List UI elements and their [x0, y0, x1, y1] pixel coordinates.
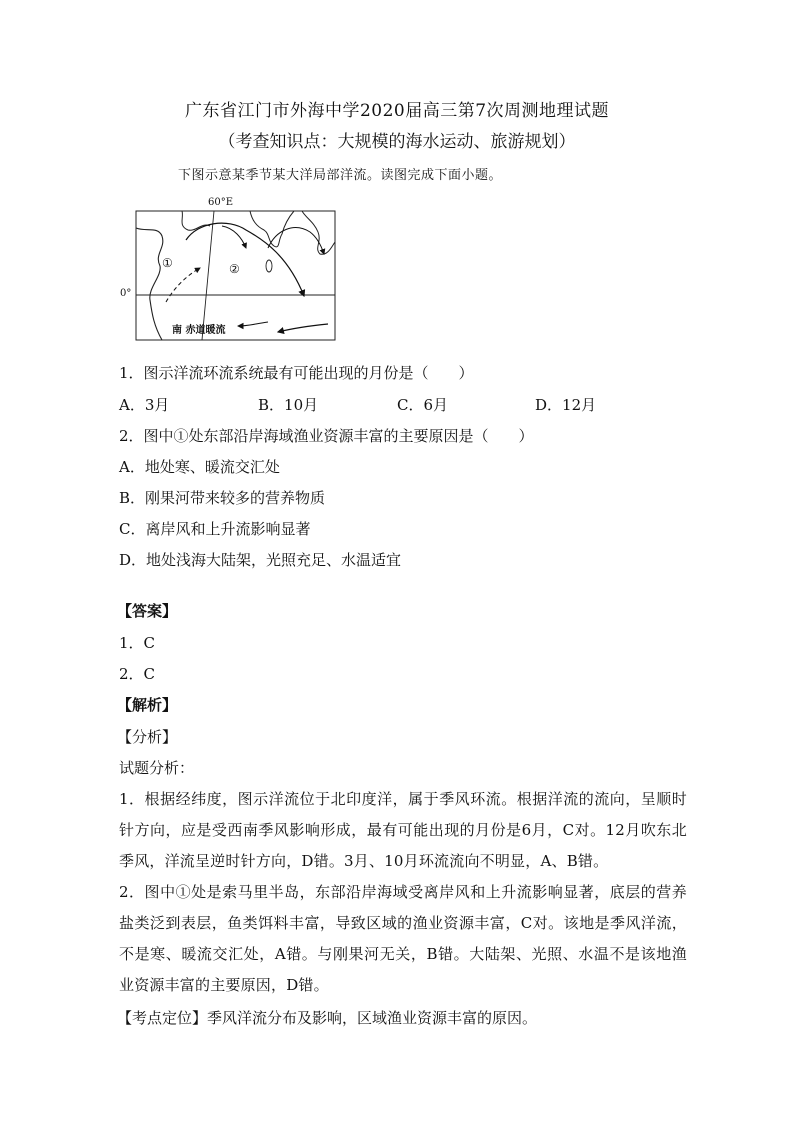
q1-option-d: D．12月: [535, 396, 597, 414]
africa-coast: [136, 228, 163, 340]
analysis-label: 试题分析：: [119, 759, 195, 777]
current-name-label: 南 赤道暖流: [172, 325, 226, 336]
explanation-2: 2．图中①处是索马里半岛，东部沿岸海域受离岸风和上升流影响显著，底层的营养盐类泛到表层，鱼类饵料丰富，导致区域的渔业资源丰富，C对。该地是季风洋流，不是寒、暖流交汇处，A错。与刚果河无关，B错。大陆架、光照、水温不是该地渔业资源丰富的主要原因，D错。: [119, 883, 687, 994]
southeast-asia-coast: [302, 211, 335, 254]
q2-option-d: D．地处浅海大陆架，光照充足、水温适宜: [119, 551, 402, 569]
q2-option-a: A．地处寒、暖流交汇处: [119, 458, 280, 476]
q1-option-a: A．3月: [119, 396, 170, 414]
explanation-1: 1．根据经纬度，图示洋流位于北印度洋，属于季风环流。根据洋流的流向，呈顺时针方向，应是受西南季风影响形成，最有可能出现的月份是6月，C对。12月吹东北季风，洋流呈逆时针方向，D错。3月、10月环流流向不明显，A、B错。: [119, 790, 687, 870]
kaodian-line: [117, 1008, 537, 1028]
kaodian-text: 季风洋流分布及影响，区域渔业资源丰富的原因。: [207, 1009, 538, 1027]
answer-1: 1．C: [119, 634, 156, 652]
arabian-sea-arrow: [222, 226, 246, 248]
arabia-coast: [182, 211, 210, 230]
bay-current-arrow: [268, 228, 324, 254]
question-intro: 下图示意某季节某大洋局部洋流。读图完成下面小题。: [178, 168, 503, 183]
region-1-label: ①: [162, 256, 173, 270]
kaodian-tag: 【考点定位】: [117, 1009, 208, 1027]
q1-option-b: B．10月: [258, 396, 319, 414]
q2-option-b: B．刚果河带来较多的营养物质: [119, 489, 326, 507]
south-equatorial-arrow-1: [278, 324, 328, 332]
south-equatorial-arrow-2: [238, 322, 268, 326]
latitude-label: 0°: [120, 288, 132, 299]
monsoon-current-arrow: [186, 223, 304, 296]
region-2-label: ②: [229, 262, 240, 276]
answer-2: 2．C: [119, 665, 156, 683]
question-2-stem: 2．图中①处东部沿岸海域渔业资源丰富的主要原因是（ ）: [119, 427, 534, 445]
sri-lanka: [266, 260, 272, 272]
page-subtitle: （考查知识点：大规模的海水运动、旅游规划）: [218, 132, 576, 152]
question-1-options: [119, 395, 679, 415]
ocean-current-map: [118, 196, 342, 344]
analysis-subheading: 【分析】: [117, 728, 178, 746]
question-1-stem: 1．图示洋流环流系统最有可能出现的月份是（ ）: [119, 364, 474, 382]
q1-option-c: C．6月: [397, 396, 449, 414]
analysis-heading: 【解析】: [117, 696, 178, 714]
answer-heading: 【答案】: [117, 602, 178, 620]
q2-option-c: C．离岸风和上升流影响显著: [119, 520, 311, 538]
page-title: 广东省江门市外海中学2020届高三第7次周测地理试题: [184, 101, 610, 121]
somali-current-arrow: [166, 268, 200, 302]
longitude-label: 60°E: [208, 197, 234, 208]
